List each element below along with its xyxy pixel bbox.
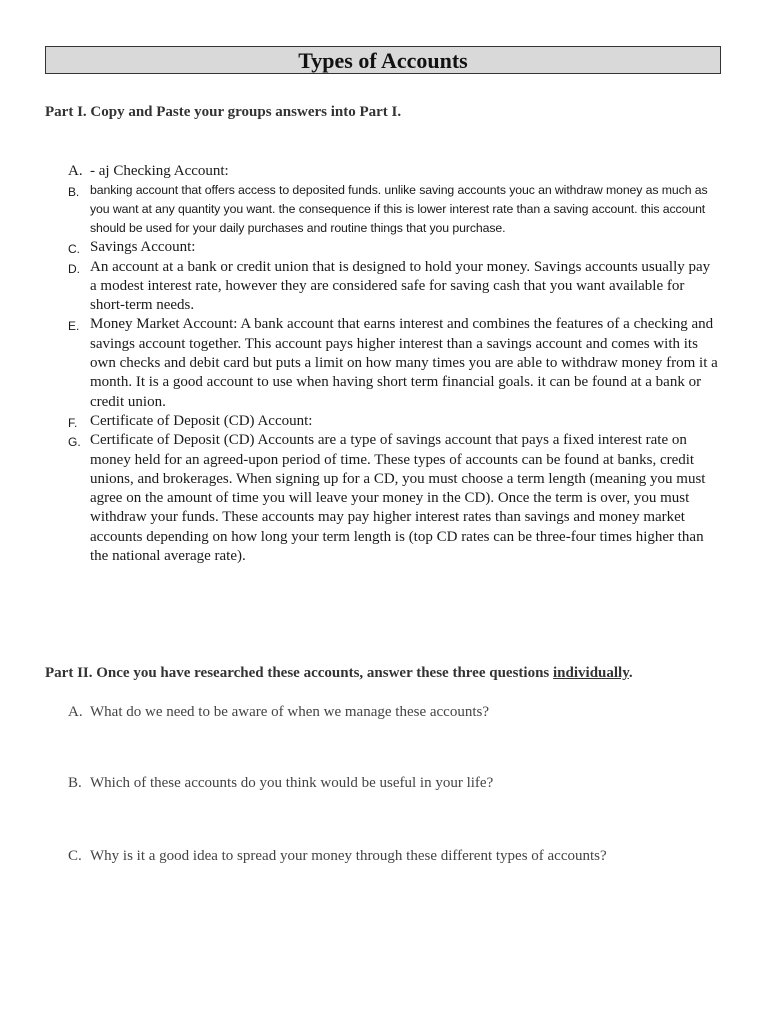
question-text: Which of these accounts do you think would be useful in your life? — [90, 775, 494, 791]
part2-heading-emphasis: individually — [553, 665, 629, 681]
list-item — [0, 238, 720, 257]
list-item-text: An account at a bank or credit union that is designed to hold your money. Savings accounts usually pay a modest interest rate, however they are considered safe for saving cash that you want available for short-term needs. — [90, 258, 711, 314]
question-marker: A. — [68, 704, 83, 720]
list-item — [0, 431, 720, 566]
question-marker: B. — [68, 775, 82, 791]
list-item-text: Certificate of Deposit (CD) Accounts are a type of savings account that pays a fixed interest rate on money held for an agreed-upon period of time. These types of accounts can be found at banks, credit unions, and brokerages. When signing up for a CD, you must choose a term length (meaning you must agree on the amount of time you will leave your money in the CD). Once the term is over, you must withdraw your funds. These accounts may pay higher interest rates than savings and money market accounts depending on how long your term length is (top CD rates can be three-four times higher than the national average rate). — [90, 432, 706, 565]
list-marker: A. — [68, 163, 83, 179]
question-text: What do we need to be aware of when we manage these accounts? — [90, 704, 489, 720]
list-marker: F. — [68, 415, 78, 430]
list-item-text: Certificate of Deposit (CD) Account: — [90, 412, 313, 429]
question-text: Why is it a good idea to spread your money through these different types of accounts? — [90, 848, 607, 864]
page-title: Types of Accounts — [45, 46, 721, 74]
part1-heading: Part I. Copy and Paste your groups answers into Part I. — [45, 104, 402, 120]
part1-list — [0, 162, 768, 566]
list-item — [0, 162, 720, 181]
list-marker: C. — [68, 242, 80, 257]
list-marker: D. — [68, 261, 80, 276]
list-item — [0, 315, 720, 411]
list-marker: E. — [68, 319, 80, 334]
list-item-text: Money Market Account: A bank account that earns interest and combines the features of a checking and savings account together. This account pays higher interest than a savings account and comes with its own checks and debit card but puts a limit on how many times you are able to withdraw money from it a month. It is a good account to use when having short term financial goals. it can be found at a bank or credit union. — [90, 316, 718, 410]
list-item — [0, 258, 720, 316]
part2-heading-suffix: . — [628, 665, 633, 681]
part2-heading — [45, 665, 633, 682]
list-marker: G. — [68, 435, 81, 450]
list-marker: B. — [68, 185, 80, 200]
question-marker: C. — [68, 848, 82, 864]
list-item-text: - aj Checking Account: — [90, 163, 229, 179]
list-item — [0, 412, 720, 431]
list-item-text: Savings Account: — [90, 239, 196, 256]
list-item — [0, 181, 720, 238]
part2-heading-prefix: Part II. Once you have researched these accounts, answer these three questions — [45, 665, 554, 681]
list-item-text: banking account that offers access to deposited funds. unlike saving accounts youc an withdraw money as much as you want at any quantity you want. the consequence if this is lower interest rate than a saving account. this account should be used for your daily purchases and routine things that you purchase. — [90, 183, 708, 236]
